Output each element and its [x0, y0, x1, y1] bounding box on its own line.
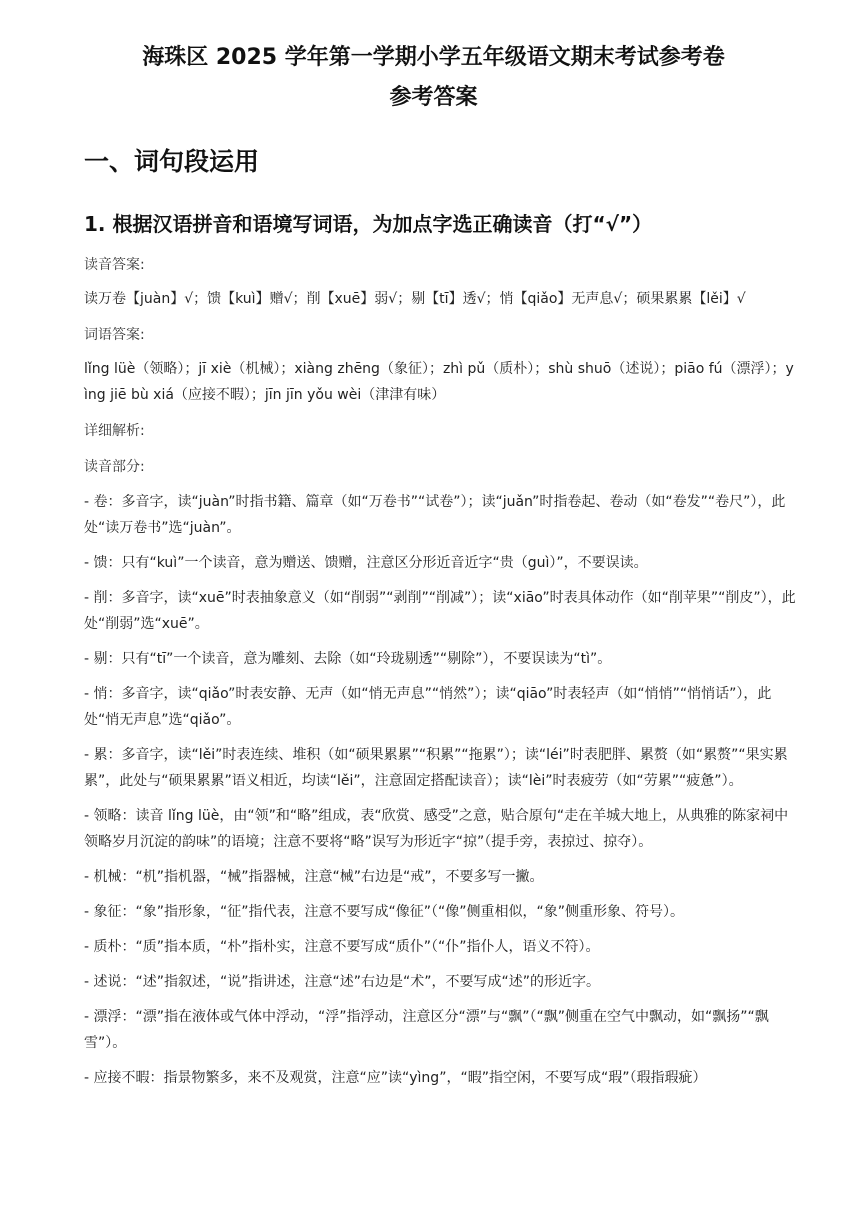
pronunciation-label: 读音答案: — [84, 257, 145, 273]
question-heading: 1. 根据汉语拼音和语境写词语，为加点字选正确读音（打“√”） — [84, 212, 653, 236]
list-item: - 累：多音字，读“lěi”时表连续、堆积（如“硕果累累”“积累”“拖累”）；读“léi”时表肥胖、累赘（如“累赘”“果实累累”，此处与“硕果累累”语义相近，均读“lěi”，注意固定搭配读音）；读“lèi”时表疲劳（如“劳累”“疲惫”）。 — [84, 747, 788, 789]
list-item: - 悄：多音字，读“qiǎo”时表安静、无声（如“悄无声息”“悄然”）；读“qiāo”时表轻声（如“悄悄”“悄悄话”），此处“悄无声息”选“qiǎo”。 — [84, 686, 772, 728]
analysis-label: 详细解析: — [84, 423, 145, 439]
analysis-list — [84, 489, 797, 1091]
list-item: - 馈：只有“kuì”一个读音，意为赠送、馈赠，注意区分形近音近字“贵（guì）”，不要误读。 — [84, 555, 648, 571]
list-item: - 应接不暇：指景物繁多，来不及观赏，注意“应”读“yìng”，“暇”指空闲，不要写成“瑕”（瑕指瑕疵） — [84, 1070, 707, 1086]
list-item: - 剔：只有“tī”一个读音，意为雕刻、去除（如“玲珑剔透”“剔除”），不要误读为“tì”。 — [84, 651, 612, 667]
words-label: 词语答案: — [84, 327, 145, 343]
list-item: - 质朴：“质”指本质，“朴”指朴实，注意不要写成“质仆”（“仆”指仆人，语义不符）。 — [84, 939, 600, 955]
list-item: - 机械：“机”指机器，“械”指器械，注意“械”右边是“戒”，不要多写一撇。 — [84, 869, 544, 885]
list-item: - 漂浮：“漂”指在液体或气体中浮动，“浮”指浮动，注意区分“漂”与“飘”（“飘”侧重在空气中飘动，如“飘扬”“飘雪”）。 — [84, 1009, 769, 1051]
document-title: 海珠区 2025 学年第一学期小学五年级语文期末考试参考卷 — [142, 45, 725, 70]
list-item: - 削：多音字，读“xuē”时表抽象意义（如“削弱”“剥削”“削减”）；读“xiāo”时表具体动作（如“削苹果”“削皮”），此处“削弱”选“xuē”。 — [84, 590, 796, 632]
pronunciation-answer: 读万卷【juàn】√；馈【kuì】赠√；削【xuē】弱√；剔【tī】透√；悄【qiǎo】无声息√；硕果累累【lěi】√ — [84, 291, 746, 307]
list-item: - 象征：“象”指形象，“征”指代表，注意不要写成“像征”（“像”侧重相似，“象”侧重形象、符号）。 — [84, 904, 685, 920]
document-subtitle: 参考答案 — [389, 85, 478, 110]
words-answer: lǐng lüè（领略）；jī xiè（机械）；xiàng zhēng（象征）；zhì pǔ（质朴）；shù shuō（述说）；piāo fú（漂浮）；yìng jiē bù xiá（应接不暇）；jīn jīn yǒu wèi（津津有味） — [84, 361, 794, 403]
list-item: - 领略：读音 lǐng lüè，由“领”和“略”组成，表“欣赏、感受”之意，贴合原句“走在羊城大地上，从典雅的陈家祠中领略岁月沉淀的韵味”的语境；注意不要将“略”误写为形近字“掠”（提手旁，表掠过、掠夺）。 — [84, 808, 789, 850]
list-item: - 述说：“述”指叙述，“说”指讲述，注意“述”右边是“术”，不要写成“述”的形近字。 — [84, 974, 601, 990]
pron-part-label: 读音部分: — [84, 459, 145, 475]
list-item: - 卷：多音字，读“juàn”时指书籍、篇章（如“万卷书”“试卷”）；读“juǎn”时指卷起、卷动（如“卷发”“卷尺”），此处“读万卷书”选“juàn”。 — [84, 494, 786, 536]
section-heading: 一、词句段运用 — [84, 147, 260, 176]
